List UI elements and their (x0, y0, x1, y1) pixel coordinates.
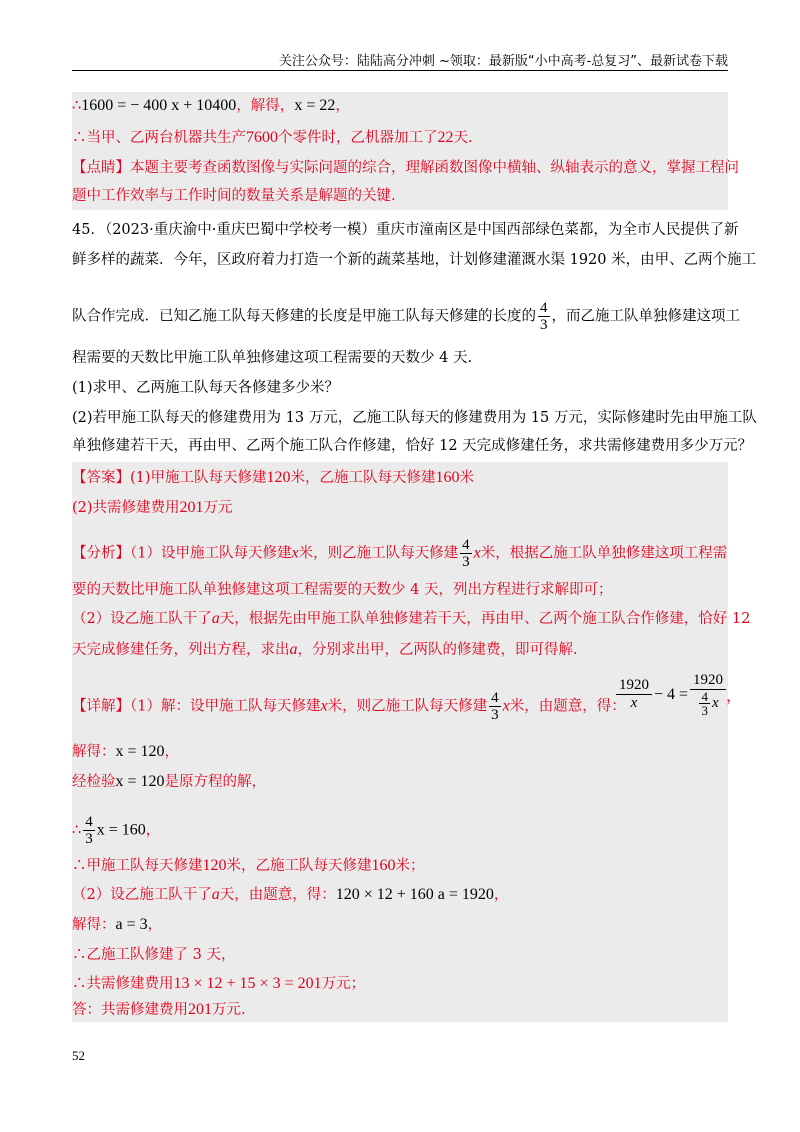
fraction-four-thirds: $\frac{4}{3}$ (85, 814, 93, 847)
detail-line10: 答：共需修建费用201万元. (72, 1001, 246, 1018)
header-rule (72, 70, 728, 71)
comment-line2: 题中工作效率与工作时间的数量关系是解题的关键. (72, 188, 396, 204)
equation-fractional: $\frac{1920}{x}$ − 4 = 1920 $\frac{4}{3}$ x ， (616, 672, 742, 717)
detail-line8: ∴乙施工队修建了 3 天， (72, 947, 236, 963)
page-number: 52 (72, 1048, 85, 1063)
problem-line3: 队合作完成．已知乙施工队每天修建的长度是甲施工队每天修建的长度的 $\frac{4}{3}$ ，而乙施工队单独修建这项工 (72, 300, 740, 333)
detail-line9: ∴共需修建费用13 × 12 + 15 × 3 = 201万元； (72, 975, 366, 992)
comment-line1: 【点睛】本题主要考查函数图像与实际问题的综合，理解函数图像中横轴、纵轴表示的意义，掌握工程问 (72, 160, 739, 176)
detail-line6: （2）设乙施工队干了a天，由题意，得：120 × 12 + 160 a = 1920， (72, 886, 509, 903)
fraction-four-thirds: $\frac{4}{3}$ (491, 690, 499, 723)
question-2-line1: (2)若甲施工队每天的修建费用为 13 万元，乙施工队每天的修建费用为 15 万元，实际修建时先由甲施工队 (72, 410, 757, 426)
answer-line1: 【答案】(1)甲施工队每天修建120米，乙施工队每天修建160米 (72, 469, 475, 486)
detail-line7: 解得：a = 3， (72, 916, 163, 933)
analysis-line4: 天完成修建任务，列出方程，求出a，分别求出甲，乙两队的修建费，即可得解. (72, 641, 578, 658)
question-1: (1)求甲、乙两施工队每天各修建多少米？ (72, 380, 340, 396)
detail-line5: ∴甲施工队每天修建120米，乙施工队每天修建160米； (72, 857, 425, 874)
detail-line1: 【详解】（1）解：设甲施工队每天修建x米，则乙施工队每天修建 $\frac{4}{3}$ x米，由题意，得： (72, 690, 626, 723)
detail-line2: 解得：x = 120， (72, 743, 180, 760)
analysis-line2: 要的天数比甲施工队单独修建这项工程需要的天数少 4 天，列出方程进行求解即可； (72, 582, 613, 598)
answer-line2: (2)共需修建费用201万元 (72, 499, 233, 516)
question-2-line2: 单独修建若干天，再由甲、乙两个施工队合作修建，恰好 12 天完成修建任务，求共需修建费用多少万元？ (72, 438, 753, 454)
problem-line2: 鲜多样的蔬菜．今年，区政府着力打造一个新的蔬菜基地，计划修建灌溉水渠 1920 米，由甲、乙两个施工 (72, 252, 757, 268)
problem-line4: 程需要的天数比甲施工队单独修建这项工程需要的天数少 4 天. (72, 350, 473, 366)
fraction-four-thirds: $\frac{4}{3}$ (462, 537, 470, 570)
detail-line3: 经检验x = 120是原方程的解， (72, 773, 267, 790)
detail-line4: ∴ $\frac{4}{3}$ x = 160， (72, 814, 161, 847)
page-header: 关注公众号：陆陆高分冲刺 ~领取：最新版“小中高考-总复习”、最新试卷下载 (278, 54, 728, 69)
prev-solution-line2: ∴当甲、乙两台机器共生产7600个零件时，乙机器加工了22天. (72, 129, 473, 146)
prev-solution-line1: ∴1600 = − 400 x + 10400，解得，x = 22， (72, 97, 350, 114)
problem-line1: 45．（2023·重庆渝中·重庆巴蜀中学校考一模）重庆市潼南区是中国西部绿色菜都，为全市人民提供了新 (72, 222, 739, 238)
analysis-line1: 【分析】（1）设甲施工队每天修建x米，则乙施工队每天修建 $\frac{4}{3}$ x米，根据乙施工队单独修建这项工程需 (72, 537, 728, 570)
fraction-four-thirds: $\frac{4}{3}$ (540, 300, 548, 333)
analysis-line3: （2）设乙施工队干了a天，根据先由甲施工队单独修建若干天，再由甲、乙两个施工队合作修建，恰好 12 (72, 610, 751, 627)
